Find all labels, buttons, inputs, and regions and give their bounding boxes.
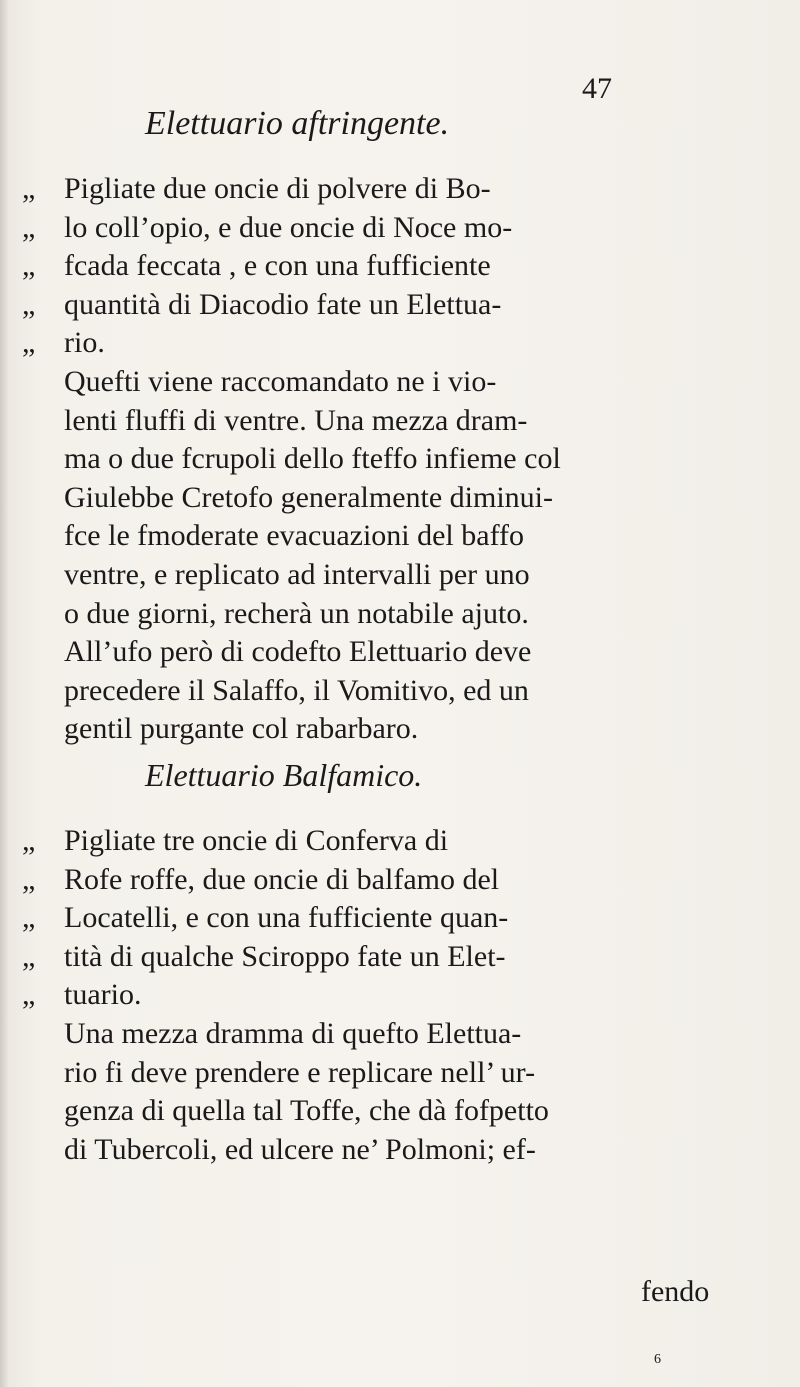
line-text: rio fi deve prendere e replicare nell’ ur-	[64, 1055, 536, 1089]
line-text: Locatelli, e con una fufficiente quan-	[64, 901, 509, 935]
line-text: rio.	[64, 326, 105, 360]
section-subheading: Elettuario Balfamico.	[145, 757, 423, 793]
line-text: genza di quella tal Toffe, che dà fofpetto	[64, 1094, 549, 1128]
text-line	[18, 1131, 798, 1170]
text-line	[18, 324, 798, 363]
text-line	[18, 209, 798, 248]
text-line	[18, 1054, 798, 1093]
quote-mark: „	[22, 172, 36, 205]
quote-mark: „	[22, 862, 36, 896]
quote-mark: „	[22, 978, 36, 1012]
line-text: All’ufo però di codefto Elettuario deve	[64, 635, 532, 669]
line-text: gentil purgante col rabarbaro.	[64, 712, 419, 746]
text-line	[18, 1015, 798, 1054]
line-text: Rofe roffe, due oncie di balfamo del	[64, 862, 500, 896]
line-text: Una mezza dramma di quefto Elettua-	[64, 1016, 522, 1050]
line-text: precedere il Salaffo, il Vomitivo, ed un	[64, 673, 529, 707]
page-gutter-shadow	[0, 0, 10, 1387]
text-line	[18, 633, 798, 672]
text-line	[18, 899, 798, 938]
line-text: lenti fluffi di ventre. Una mezza dram-	[64, 403, 528, 437]
paragraph-block-2	[18, 822, 798, 1169]
text-line	[18, 1092, 798, 1131]
line-text: di Tubercoli, ed ulcere ne’ Polmoni; ef-	[64, 1132, 536, 1166]
quote-mark: „	[22, 210, 36, 244]
text-line	[18, 286, 798, 325]
line-text: ma o due fcrupoli dello fteffo infieme col	[64, 442, 561, 476]
quote-mark: „	[22, 901, 36, 935]
line-text: o due giorni, recherà un notabile ajuto.	[64, 596, 529, 630]
page-number: 47	[582, 72, 612, 105]
line-text: lo coll’opio, e due oncie di Noce mo-	[64, 210, 513, 244]
text-line	[18, 710, 798, 749]
line-text: ventre, e replicato ad intervalli per uno	[64, 557, 530, 591]
text-line	[18, 861, 798, 900]
text-line	[18, 595, 798, 634]
text-line	[18, 672, 798, 711]
text-line	[18, 170, 798, 209]
running-head: Elettuario aftringente.	[145, 105, 450, 142]
line-text: Quefti viene raccomandato ne i vio-	[64, 364, 497, 398]
quote-mark: „	[22, 824, 36, 857]
line-text: Giulebbe Cretofo generalmente diminui-	[64, 480, 554, 514]
line-text: Pigliate due oncie di polvere di Bo-	[64, 172, 491, 205]
paragraph-block-1	[18, 170, 798, 749]
quote-mark: „	[22, 939, 36, 973]
line-text: quantità di Diacodio fate un Elettua-	[64, 287, 502, 321]
text-line	[18, 479, 798, 518]
quote-mark: „	[22, 287, 36, 321]
line-text: fce le fmoderate evacuazioni del baffo	[64, 519, 525, 553]
catchword: fendo	[641, 1275, 710, 1308]
line-text: tità di qualche Sciroppo fate un Elet-	[64, 939, 506, 973]
line-text: tuario.	[64, 978, 142, 1012]
text-line	[18, 938, 798, 977]
quote-mark: „	[22, 249, 36, 283]
text-line	[18, 822, 798, 861]
text-line	[18, 363, 798, 402]
line-text: Pigliate tre oncie di Conferva di	[64, 824, 449, 857]
text-line	[18, 976, 798, 1015]
text-line	[18, 402, 798, 441]
line-text: fcada feccata , e con una fufficiente	[64, 249, 491, 283]
signature-mark: 6	[654, 1352, 661, 1367]
text-line	[18, 556, 798, 595]
text-line	[18, 440, 798, 479]
quote-mark: „	[22, 326, 36, 360]
text-line	[18, 247, 798, 286]
text-line	[18, 517, 798, 556]
